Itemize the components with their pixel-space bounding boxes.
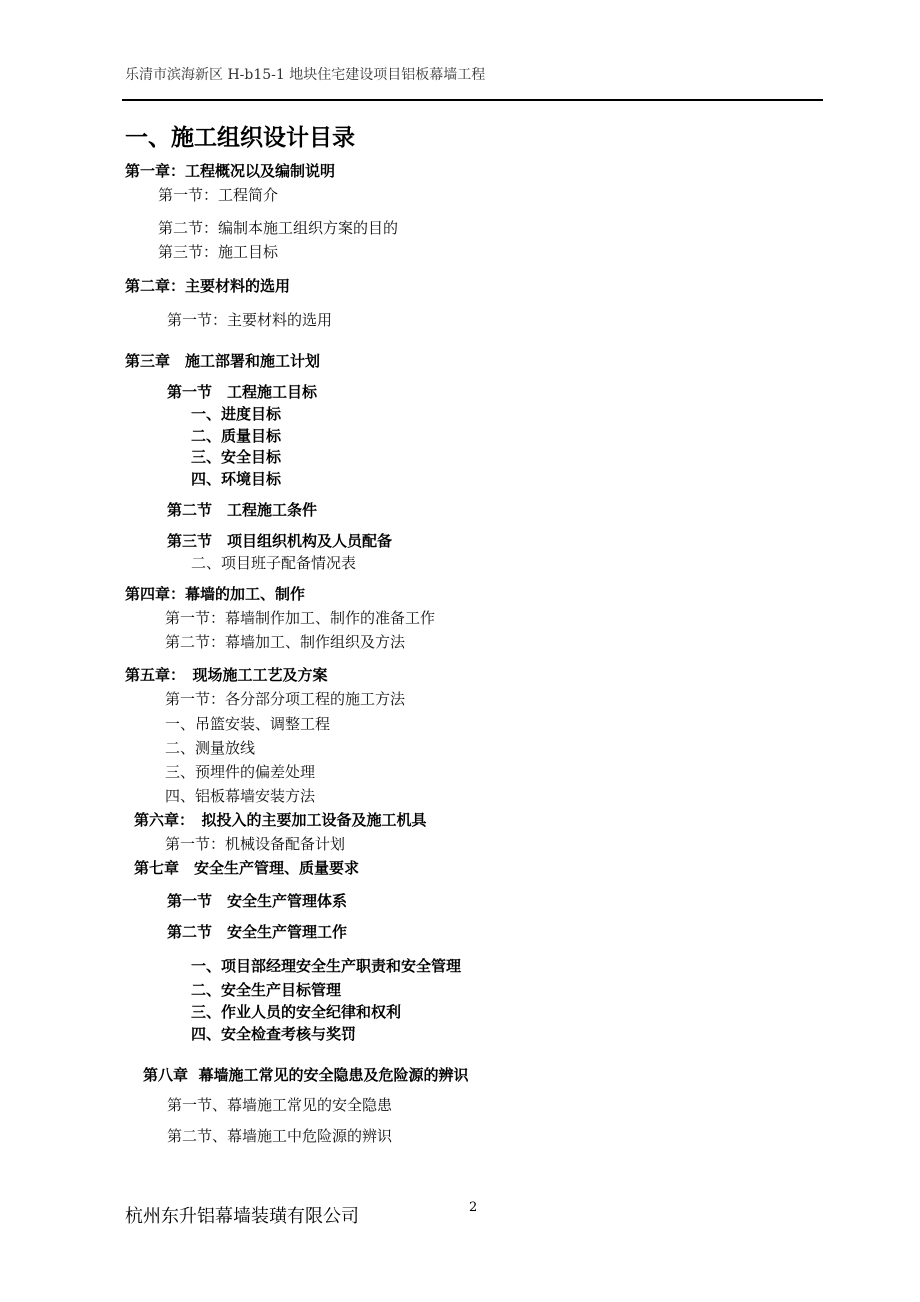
toc-section: 第一节 安全生产管理体系	[167, 892, 348, 910]
header-divider	[122, 99, 823, 101]
toc-item: 四、铝板幕墙安装方法	[165, 787, 316, 805]
toc-section: 第一节 工程施工目标	[167, 383, 318, 401]
toc-item: 二、测量放线	[165, 739, 256, 757]
toc-item: 一、进度目标	[191, 405, 282, 423]
toc-chapter-5: 第五章： 现场施工工艺及方案	[125, 666, 328, 684]
toc-item: 三、安全目标	[191, 448, 282, 466]
toc-section: 第一节：机械设备配备计划	[165, 835, 346, 853]
toc-item: 三、预埋件的偏差处理	[165, 763, 316, 781]
toc-item: 四、环境目标	[191, 470, 282, 488]
page-header: 乐清市滨海新区 H-b15-1 地块住宅建设项目铝板幕墙工程	[125, 67, 486, 83]
toc-section: 第一节：幕墙制作加工、制作的准备工作	[165, 609, 436, 627]
toc-section: 第一节、幕墙施工常见的安全隐患	[167, 1096, 393, 1114]
toc-chapter-1: 第一章：工程概况以及编制说明	[125, 162, 336, 180]
toc-section: 第二节 工程施工条件	[167, 501, 318, 519]
toc-item: 一、项目部经理安全生产职责和安全管理	[191, 957, 462, 975]
page-number: 2	[469, 1200, 478, 1215]
toc-item: 二、安全生产目标管理	[191, 981, 342, 999]
toc-section: 第二节、幕墙施工中危险源的辨识	[167, 1127, 393, 1145]
toc-chapter-2: 第二章：主要材料的选用	[125, 277, 291, 295]
toc-item: 二、质量目标	[191, 427, 282, 445]
toc-section: 第三节：施工目标	[158, 243, 279, 261]
footer-company-name: 杭州东升铝幕墙装璜有限公司	[125, 1206, 359, 1227]
toc-section: 第一节：主要材料的选用	[167, 311, 333, 329]
toc-item: 三、作业人员的安全纪律和权利	[191, 1003, 402, 1021]
toc-section: 第一节：工程简介	[158, 186, 279, 204]
toc-item: 一、吊篮安装、调整工程	[165, 715, 331, 733]
toc-chapter-3: 第三章 施工部署和施工计划	[125, 352, 321, 370]
toc-chapter-6: 第六章： 拟投入的主要加工设备及施工机具	[134, 811, 427, 829]
toc-chapter-8: 第八章 幕墙施工常见的安全隐患及危险源的辨识	[143, 1066, 469, 1084]
toc-chapter-7: 第七章 安全生产管理、质量要求	[134, 859, 360, 877]
toc-item: 二、项目班子配备情况表	[191, 554, 357, 572]
toc-section: 第三节 项目组织机构及人员配备	[167, 532, 393, 550]
toc-chapter-4: 第四章：幕墙的加工、制作	[125, 585, 306, 603]
toc-section: 第二节 安全生产管理工作	[167, 923, 348, 941]
toc-item: 四、安全检查考核与奖罚	[191, 1025, 357, 1043]
toc-section: 第二节：编制本施工组织方案的目的	[158, 219, 399, 237]
document-title: 一、施工组织设计目录	[125, 124, 355, 151]
toc-section: 第二节：幕墙加工、制作组织及方法	[165, 633, 406, 651]
toc-section: 第一节：各分部分项工程的施工方法	[165, 690, 406, 708]
